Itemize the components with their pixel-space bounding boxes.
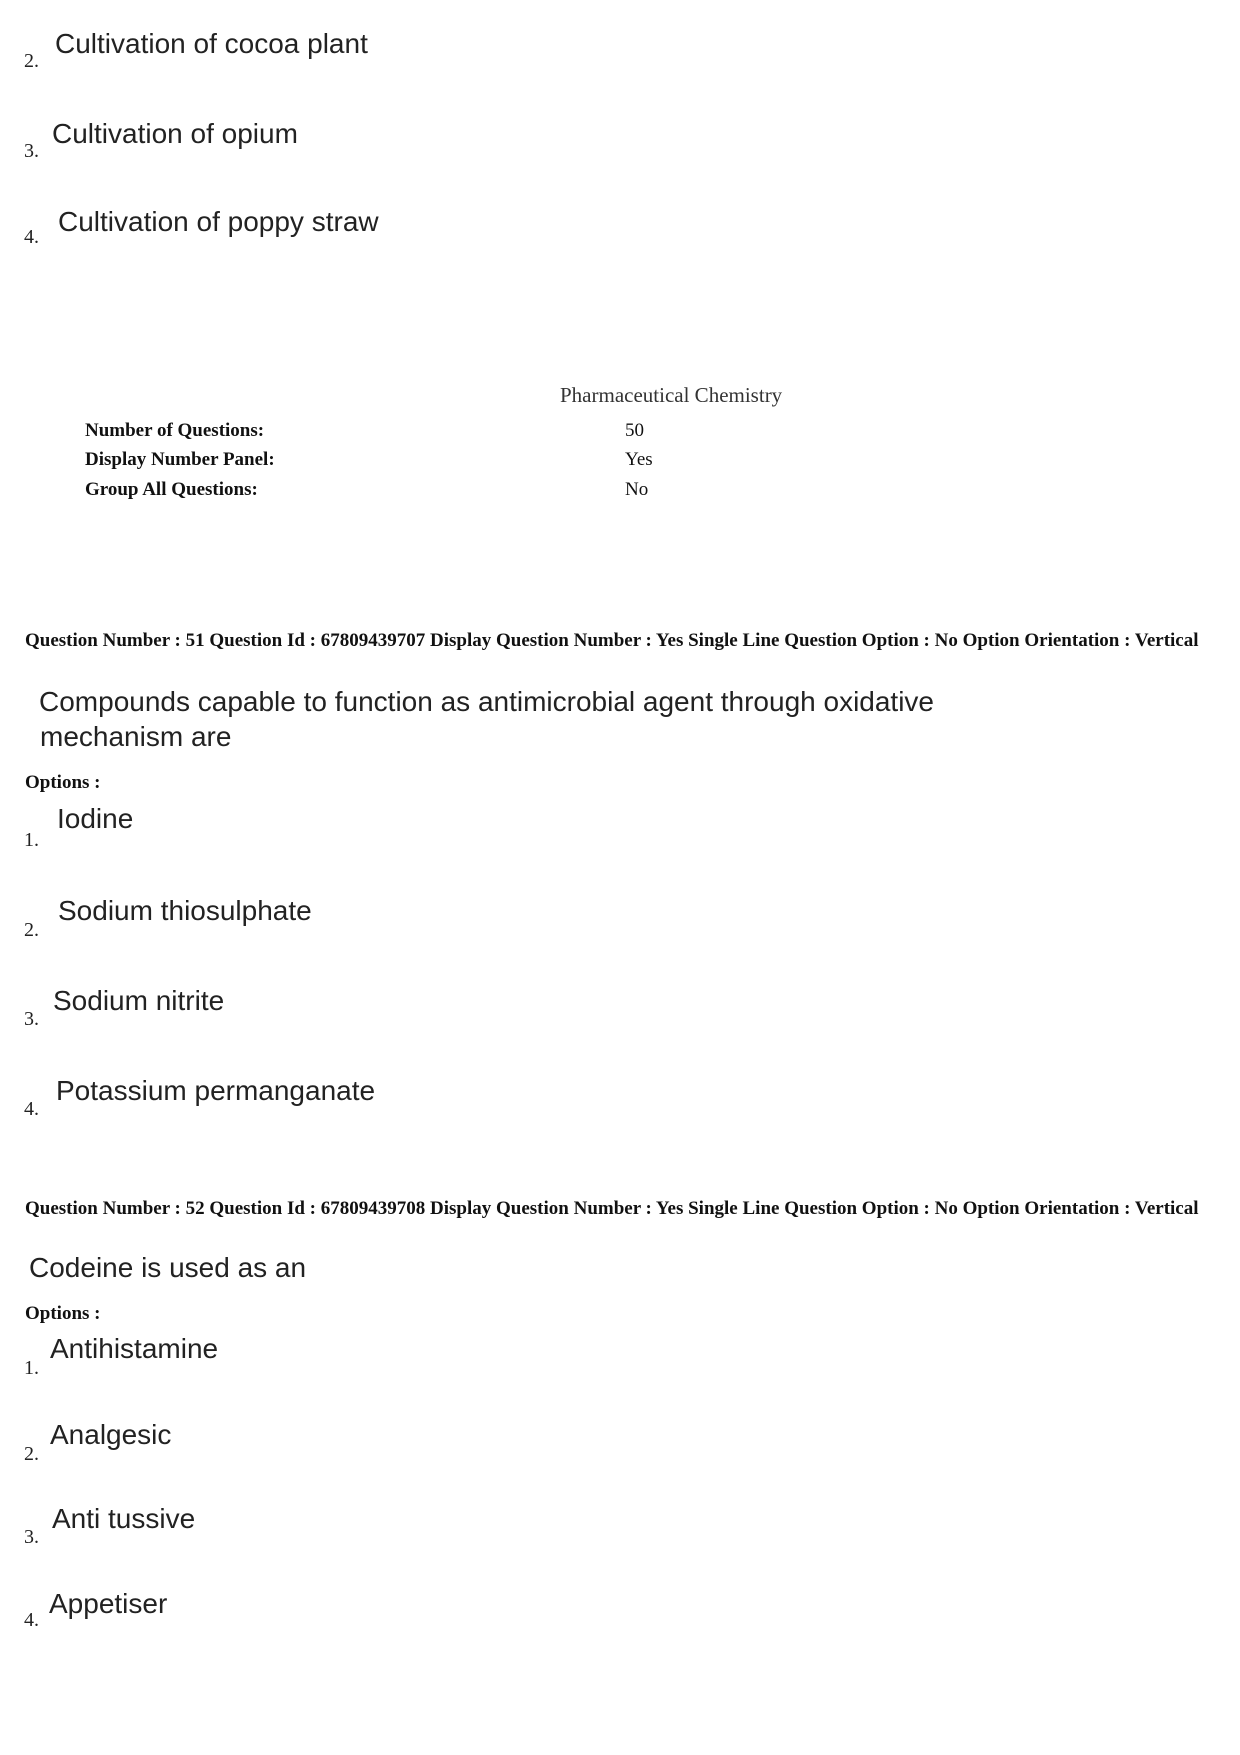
question-text: mechanism are: [40, 721, 232, 752]
meta-label: Group All Questions:: [85, 479, 258, 500]
option-number: 3.: [24, 1008, 39, 1030]
option-number: 4.: [24, 226, 39, 248]
option-text: Antihistamine: [50, 1333, 219, 1364]
option-number: 1.: [24, 1357, 39, 1379]
option-text: Analgesic: [50, 1419, 172, 1450]
meta-value: Yes: [625, 449, 653, 470]
option-text: Appetiser: [49, 1588, 168, 1619]
option-text: Sodium thiosulphate: [58, 895, 312, 926]
option-text: Sodium nitrite: [53, 985, 225, 1016]
question-text: Codeine is used as an: [29, 1252, 307, 1283]
option-text: Potassium permanganate: [56, 1075, 376, 1106]
option-text: Anti tussive: [52, 1503, 196, 1534]
question-text: Compounds capable to function as antimicrobial agent through oxidative: [39, 686, 935, 717]
option-number: 3.: [24, 1526, 39, 1548]
options-label: Options :: [25, 772, 101, 793]
option-number: 2.: [24, 919, 39, 941]
option-number: 4.: [24, 1609, 39, 1631]
option-number: 4.: [24, 1098, 39, 1120]
options-label: Options :: [25, 1303, 101, 1324]
meta-value: No: [625, 479, 649, 500]
question-header: Question Number : 51 Question Id : 67809439707 Display Question Number : Yes Single Line Question Option : No Option Orientation : Vertical: [25, 630, 1199, 651]
meta-label: Number of Questions:: [85, 420, 265, 441]
meta-label: Display Number Panel:: [85, 449, 275, 470]
option-text: Cultivation of poppy straw: [58, 206, 379, 237]
option-text: Iodine: [57, 803, 134, 834]
question-header: Question Number : 52 Question Id : 67809439708 Display Question Number : Yes Single Line Question Option : No Option Orientation : Vertical: [25, 1198, 1199, 1219]
meta-value: 50: [625, 420, 644, 441]
option-number: 2.: [24, 50, 39, 72]
option-number: 3.: [24, 140, 39, 162]
option-number: 1.: [24, 829, 39, 851]
option-text: Cultivation of opium: [52, 118, 298, 149]
option-text: Cultivation of cocoa plant: [55, 28, 368, 59]
section-title: Pharmaceutical Chemistry: [560, 383, 783, 407]
option-number: 2.: [24, 1443, 39, 1465]
